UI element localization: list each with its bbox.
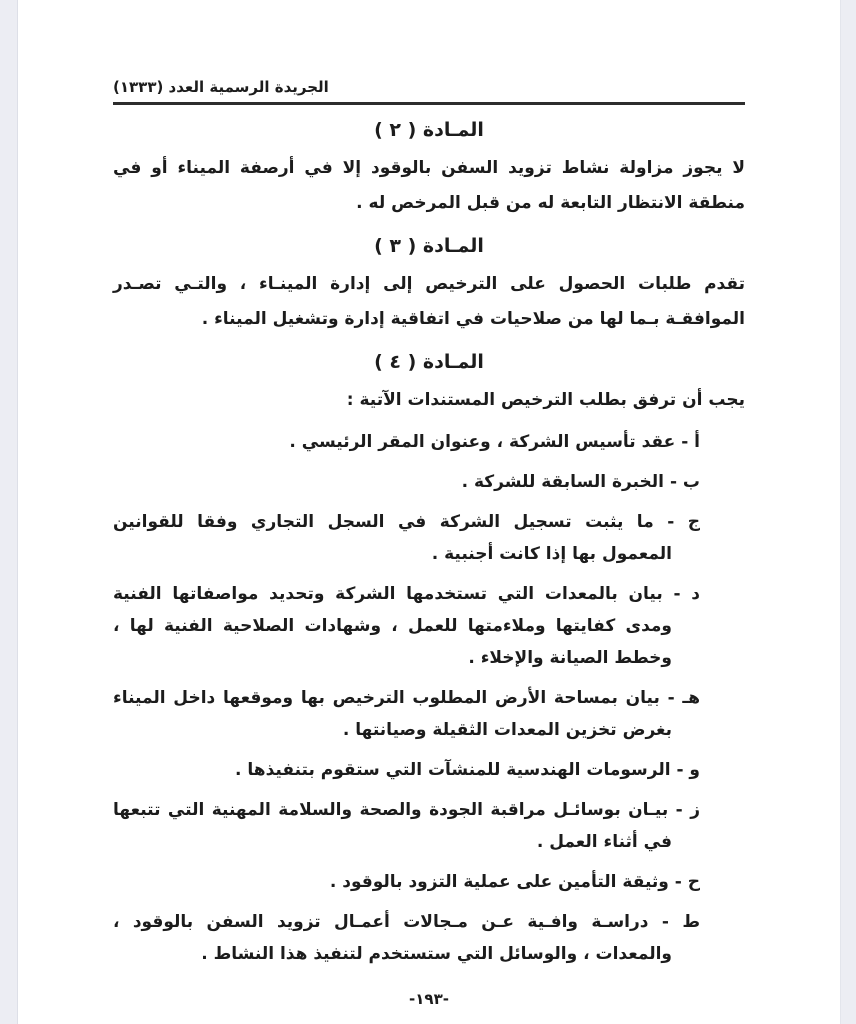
list-item-label: هـ - — [667, 688, 701, 708]
list-item-t — [113, 906, 700, 970]
article-4-intro: يجب أن ترفق بطلب الترخيص المستندات الآتية : — [346, 390, 745, 410]
requirements-list — [113, 426, 700, 970]
list-item-label: ب - — [669, 472, 700, 492]
list-item-text: عقد تأسيس الشركة ، وعنوان المقر الرئيسي . — [289, 432, 676, 452]
page-number: -١٩٣- — [409, 990, 449, 1008]
list-item-j — [113, 506, 700, 570]
list-item-text: بيـان بوسائـل مراقبة الجودة والصحة والسلامة المهنية التي تتبعها في أثناء العمل . — [113, 800, 672, 852]
article-2-body: لا يجوز مزاولة نشاط تزويد السفن بالوقود إلا في أرصفة الميناء أو في منطقة الانتظار التابعة له من قبل المرخص له . — [113, 158, 745, 213]
list-item-text: ما يثبت تسجيل الشركة في السجل التجاري وفقا للقوانين المعمول بها إذا كانت أجنبية . — [113, 512, 672, 564]
gazette-header-text: الجريدة الرسمية العدد (١٣٣٣) — [113, 78, 329, 96]
list-item-label: ط - — [661, 912, 700, 932]
article-2-title: المـادة ( ٢ ) — [374, 119, 484, 141]
list-item-text: الخبرة السابقة للشركة . — [461, 472, 665, 492]
list-item-label: د - — [673, 584, 700, 604]
list-item-text: الرسومات الهندسية للمنشآت التي ستقوم بتنفيذها . — [235, 760, 671, 780]
list-item-h — [113, 682, 700, 746]
list-item-label: و - — [676, 760, 700, 780]
list-item-text: وثيقة التأمين على عملية التزود بالوقود . — [329, 872, 669, 892]
list-item-text: دراسـة وافـية عـن مـجالات أعمـال تزويد السفن بالوقود ، والمعدات ، والوسائل التي ستستخدم لتنفيذ هذا النشاط . — [113, 912, 672, 964]
list-item-text: بيان بمساحة الأرض المطلوب الترخيص بها وموقعها داخل الميناء بغرض تخزين المعدات الثقيلة وصيانتها . — [113, 688, 672, 740]
list-item-z — [113, 794, 700, 858]
list-item-label: ج - — [667, 512, 700, 532]
article-3-body: تقدم طلبات الحصول على الترخيص إلى إدارة المينـاء ، والتـي تصـدر الموافقـة بـما لها من صلاحيات في اتفاقية إدارة وتشغيل الميناء . — [113, 274, 745, 329]
list-item-w — [113, 754, 700, 786]
document-page — [17, 0, 841, 1024]
list-item-label: أ - — [681, 432, 700, 452]
list-item-text: بيان بالمعدات التي تستخدمها الشركة وتحديد مواصفاتها الفنية ومدى كفايتها وملاءمتها للعمل ، وشهادات الصلاحية الفنية لها ، وخطط الصيانة والإخلاء . — [113, 584, 672, 668]
page-content — [18, 78, 840, 970]
article-4-title: المـادة ( ٤ ) — [374, 351, 484, 373]
list-item-label: ح - — [674, 872, 700, 892]
list-item-d — [113, 578, 700, 674]
gazette-header — [113, 78, 745, 105]
list-item-a — [113, 426, 700, 458]
list-item-hh — [113, 866, 700, 898]
list-item-label: ز - — [675, 800, 700, 820]
article-3-title: المـادة ( ٣ ) — [374, 235, 484, 257]
list-item-b — [113, 466, 700, 498]
